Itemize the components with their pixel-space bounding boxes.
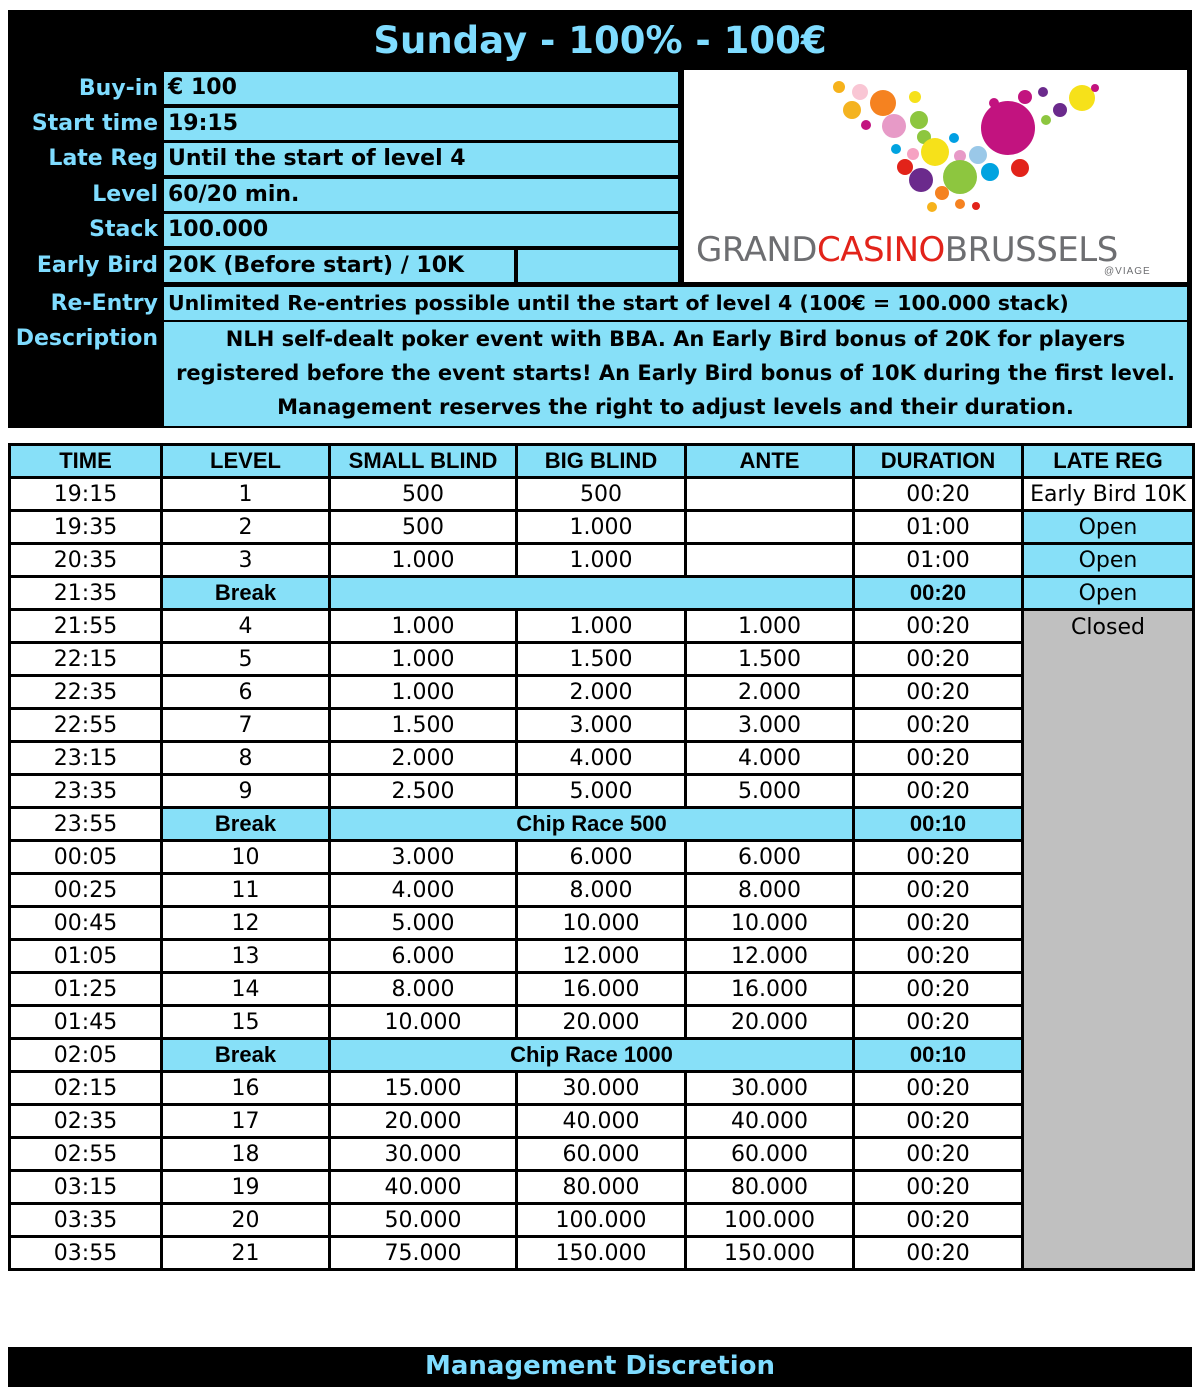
- table-row: [10, 1105, 1194, 1138]
- early-bird-extra-cell: [518, 250, 678, 282]
- big-blind-cell: 12.000: [517, 940, 686, 973]
- break-row: [10, 577, 1194, 610]
- level-cell: 17: [162, 1105, 330, 1138]
- ante-cell: 6.000: [686, 841, 854, 874]
- big-blind-cell: 30.000: [517, 1072, 686, 1105]
- level-cell: 2: [162, 511, 330, 544]
- time-cell: 19:15: [10, 478, 162, 511]
- late-reg-cell: Open: [1023, 577, 1194, 610]
- level-cell: 6: [162, 676, 330, 709]
- description-text: NLH self-dealt poker event with BBA. An Early Bird bonus of 20K for players registered before the event starts! An Early Bird bonus of 10K during the first level. Management reserves the right to adjust levels and their duration.: [164, 322, 1187, 426]
- small-blind-cell: 1.000: [330, 643, 517, 676]
- ante-cell: 80.000: [686, 1171, 854, 1204]
- level-cell: 12: [162, 907, 330, 940]
- ante-cell: 150.000: [686, 1237, 854, 1270]
- ante-cell: 60.000: [686, 1138, 854, 1171]
- small-blind-cell: 4.000: [330, 874, 517, 907]
- ante-cell: 1.000: [686, 610, 854, 643]
- header-ante: ANTE: [686, 445, 854, 478]
- tournament-info-panel: [8, 10, 1192, 428]
- time-cell: 22:15: [10, 643, 162, 676]
- big-blind-cell: 2.000: [517, 676, 686, 709]
- table-row: [10, 1006, 1194, 1039]
- time-cell: 21:55: [10, 610, 162, 643]
- break-note-cell: Chip Race 500: [330, 808, 854, 841]
- small-blind-cell: 40.000: [330, 1171, 517, 1204]
- duration-cell: 00:20: [854, 1105, 1023, 1138]
- big-blind-cell: 16.000: [517, 973, 686, 1006]
- duration-cell: 00:20: [854, 676, 1023, 709]
- duration-cell: 00:20: [854, 709, 1023, 742]
- ante-cell: 10.000: [686, 907, 854, 940]
- big-blind-cell: 6.000: [517, 841, 686, 874]
- big-blind-cell: 20.000: [517, 1006, 686, 1039]
- time-cell: 00:25: [10, 874, 162, 907]
- small-blind-cell: 500: [330, 478, 517, 511]
- duration-cell: 00:20: [854, 874, 1023, 907]
- level-cell: 5: [162, 643, 330, 676]
- small-blind-cell: 50.000: [330, 1204, 517, 1237]
- table-row: [10, 775, 1194, 808]
- table-row: [10, 511, 1194, 544]
- duration-cell: 00:20: [854, 1171, 1023, 1204]
- duration-cell: 00:20: [854, 1138, 1023, 1171]
- small-blind-cell: 8.000: [330, 973, 517, 1006]
- time-cell: 02:05: [10, 1039, 162, 1072]
- early-bird-value: 20K (Before start) / 10K: [164, 250, 514, 282]
- header-big-blind: BIG BLIND: [517, 445, 686, 478]
- level-cell: 15: [162, 1006, 330, 1039]
- level-cell: 21: [162, 1237, 330, 1270]
- small-blind-cell: 30.000: [330, 1138, 517, 1171]
- big-blind-cell: 1.000: [517, 544, 686, 577]
- big-blind-cell: 1.500: [517, 643, 686, 676]
- break-label-cell: Break: [162, 1039, 330, 1072]
- level-cell: 7: [162, 709, 330, 742]
- duration-cell: 00:20: [854, 907, 1023, 940]
- big-blind-cell: 500: [517, 478, 686, 511]
- duration-cell: 00:20: [854, 643, 1023, 676]
- big-blind-cell: 1.000: [517, 610, 686, 643]
- stack-label: Stack: [89, 217, 158, 242]
- duration-cell: 00:20: [854, 1237, 1023, 1270]
- table-row: [10, 1171, 1194, 1204]
- level-cell: 9: [162, 775, 330, 808]
- big-blind-cell: 80.000: [517, 1171, 686, 1204]
- duration-cell: 00:20: [854, 610, 1023, 643]
- big-blind-cell: 150.000: [517, 1237, 686, 1270]
- ante-cell: 2.000: [686, 676, 854, 709]
- time-cell: 21:35: [10, 577, 162, 610]
- break-label-cell: Break: [162, 577, 330, 610]
- level-cell: 19: [162, 1171, 330, 1204]
- late-reg-cell: Open: [1023, 511, 1194, 544]
- small-blind-cell: 2.500: [330, 775, 517, 808]
- time-cell: 00:45: [10, 907, 162, 940]
- level-cell: 1: [162, 478, 330, 511]
- duration-cell: 00:20: [854, 1204, 1023, 1237]
- ante-cell: [686, 478, 854, 511]
- small-blind-cell: 3.000: [330, 841, 517, 874]
- big-blind-cell: 5.000: [517, 775, 686, 808]
- time-cell: 01:25: [10, 973, 162, 1006]
- time-cell: 02:15: [10, 1072, 162, 1105]
- small-blind-cell: 75.000: [330, 1237, 517, 1270]
- small-blind-cell: 1.500: [330, 709, 517, 742]
- small-blind-cell: 5.000: [330, 907, 517, 940]
- time-cell: 02:55: [10, 1138, 162, 1171]
- grand-casino-logo: [684, 70, 1187, 282]
- header-time: TIME: [10, 445, 162, 478]
- description-label: Description: [15, 326, 158, 351]
- ante-cell: 16.000: [686, 973, 854, 1006]
- table-row: [10, 478, 1194, 511]
- duration-cell: 00:10: [854, 1039, 1023, 1072]
- small-blind-cell: 20.000: [330, 1105, 517, 1138]
- break-note-cell: Chip Race 1000: [330, 1039, 854, 1072]
- table-row: [10, 973, 1194, 1006]
- time-cell: 02:35: [10, 1105, 162, 1138]
- duration-cell: 00:20: [854, 841, 1023, 874]
- level-cell: 3: [162, 544, 330, 577]
- small-blind-cell: 6.000: [330, 940, 517, 973]
- time-cell: 01:45: [10, 1006, 162, 1039]
- duration-cell: 00:20: [854, 478, 1023, 511]
- duration-cell: 01:00: [854, 511, 1023, 544]
- header-level: LEVEL: [162, 445, 330, 478]
- small-blind-cell: 10.000: [330, 1006, 517, 1039]
- big-blind-cell: 8.000: [517, 874, 686, 907]
- big-blind-cell: 3.000: [517, 709, 686, 742]
- ante-cell: 40.000: [686, 1105, 854, 1138]
- duration-cell: 00:20: [854, 742, 1023, 775]
- time-cell: 20:35: [10, 544, 162, 577]
- late-reg-cell: Early Bird 10K: [1023, 478, 1194, 511]
- header-small-blind: SMALL BLIND: [330, 445, 517, 478]
- time-cell: 19:35: [10, 511, 162, 544]
- level-cell: 20: [162, 1204, 330, 1237]
- level-cell: 8: [162, 742, 330, 775]
- time-cell: 03:55: [10, 1237, 162, 1270]
- time-cell: 03:35: [10, 1204, 162, 1237]
- level-cell: 16: [162, 1072, 330, 1105]
- break-row: [10, 808, 1194, 841]
- level-cell: 14: [162, 973, 330, 1006]
- ante-cell: [686, 511, 854, 544]
- small-blind-cell: 1.000: [330, 544, 517, 577]
- early-bird-label: Early Bird: [36, 253, 158, 278]
- level-cell: 11: [162, 874, 330, 907]
- duration-cell: 00:20: [854, 940, 1023, 973]
- ante-cell: 100.000: [686, 1204, 854, 1237]
- start-time-label: Start time: [31, 111, 158, 136]
- ante-cell: 3.000: [686, 709, 854, 742]
- header-duration: DURATION: [854, 445, 1023, 478]
- level-label: Level: [92, 182, 158, 207]
- big-blind-cell: 40.000: [517, 1105, 686, 1138]
- table-row: [10, 676, 1194, 709]
- duration-cell: 00:20: [854, 775, 1023, 808]
- time-cell: 23:55: [10, 808, 162, 841]
- reentry-value: Unlimited Re-entries possible until the start of level 4 (100€ = 100.000 stack): [164, 287, 1187, 320]
- time-cell: 23:15: [10, 742, 162, 775]
- table-row: [10, 544, 1194, 577]
- table-row: [10, 1237, 1194, 1270]
- break-row: [10, 1039, 1194, 1072]
- duration-cell: 00:20: [854, 1072, 1023, 1105]
- table-row: [10, 1204, 1194, 1237]
- level-cell: 13: [162, 940, 330, 973]
- time-cell: 22:35: [10, 676, 162, 709]
- table-row: [10, 841, 1194, 874]
- big-blind-cell: 10.000: [517, 907, 686, 940]
- level-cell: 4: [162, 610, 330, 643]
- ante-cell: 30.000: [686, 1072, 854, 1105]
- level-cell: 10: [162, 841, 330, 874]
- ante-cell: 5.000: [686, 775, 854, 808]
- ante-cell: 12.000: [686, 940, 854, 973]
- table-row: [10, 874, 1194, 907]
- buyin-value: € 100: [164, 72, 678, 104]
- small-blind-cell: 2.000: [330, 742, 517, 775]
- small-blind-cell: 1.000: [330, 676, 517, 709]
- time-cell: 03:15: [10, 1171, 162, 1204]
- late-reg-closed-cell: Closed: [1023, 610, 1194, 1270]
- table-row: [10, 709, 1194, 742]
- ante-cell: 1.500: [686, 643, 854, 676]
- big-blind-cell: 1.000: [517, 511, 686, 544]
- duration-cell: 01:00: [854, 544, 1023, 577]
- ante-cell: [686, 544, 854, 577]
- break-label-cell: Break: [162, 808, 330, 841]
- small-blind-cell: 1.000: [330, 610, 517, 643]
- ante-cell: 4.000: [686, 742, 854, 775]
- logo-wordmark: GRANDCASINOBRUSSELS: [696, 230, 1118, 270]
- duration-cell: 00:10: [854, 808, 1023, 841]
- time-cell: 23:35: [10, 775, 162, 808]
- big-blind-cell: 100.000: [517, 1204, 686, 1237]
- table-row: [10, 610, 1194, 643]
- table-row: [10, 643, 1194, 676]
- duration-cell: 00:20: [854, 973, 1023, 1006]
- reentry-label: Re-Entry: [50, 291, 158, 316]
- blind-structure-table: [8, 443, 1195, 1271]
- table-row: [10, 940, 1194, 973]
- level-value: 60/20 min.: [164, 179, 678, 211]
- table-header-row: [10, 445, 1194, 478]
- table-row: [10, 1138, 1194, 1171]
- level-cell: 18: [162, 1138, 330, 1171]
- time-cell: 01:05: [10, 940, 162, 973]
- duration-cell: 00:20: [854, 1006, 1023, 1039]
- big-blind-cell: 60.000: [517, 1138, 686, 1171]
- break-note-cell: [330, 577, 854, 610]
- late-reg-value: Until the start of level 4: [164, 143, 678, 175]
- buyin-label: Buy-in: [78, 76, 158, 101]
- ante-cell: 20.000: [686, 1006, 854, 1039]
- late-reg-cell: Open: [1023, 544, 1194, 577]
- small-blind-cell: 15.000: [330, 1072, 517, 1105]
- time-cell: 22:55: [10, 709, 162, 742]
- logo-subtext: @VIAGE: [1104, 266, 1151, 277]
- late-reg-label: Late Reg: [48, 146, 158, 171]
- small-blind-cell: 500: [330, 511, 517, 544]
- big-blind-cell: 4.000: [517, 742, 686, 775]
- table-row: [10, 742, 1194, 775]
- ante-cell: 8.000: [686, 874, 854, 907]
- table-row: [10, 1072, 1194, 1105]
- start-time-value: 19:15: [164, 108, 678, 140]
- header-late-reg: LATE REG: [1023, 445, 1194, 478]
- stack-value: 100.000: [164, 214, 678, 246]
- footer-note: Management Discretion: [8, 1347, 1192, 1387]
- duration-cell: 00:20: [854, 577, 1023, 610]
- page-title: Sunday - 100% - 100€: [373, 19, 827, 62]
- casino-logo-icon: [684, 70, 1187, 230]
- table-row: [10, 907, 1194, 940]
- time-cell: 00:05: [10, 841, 162, 874]
